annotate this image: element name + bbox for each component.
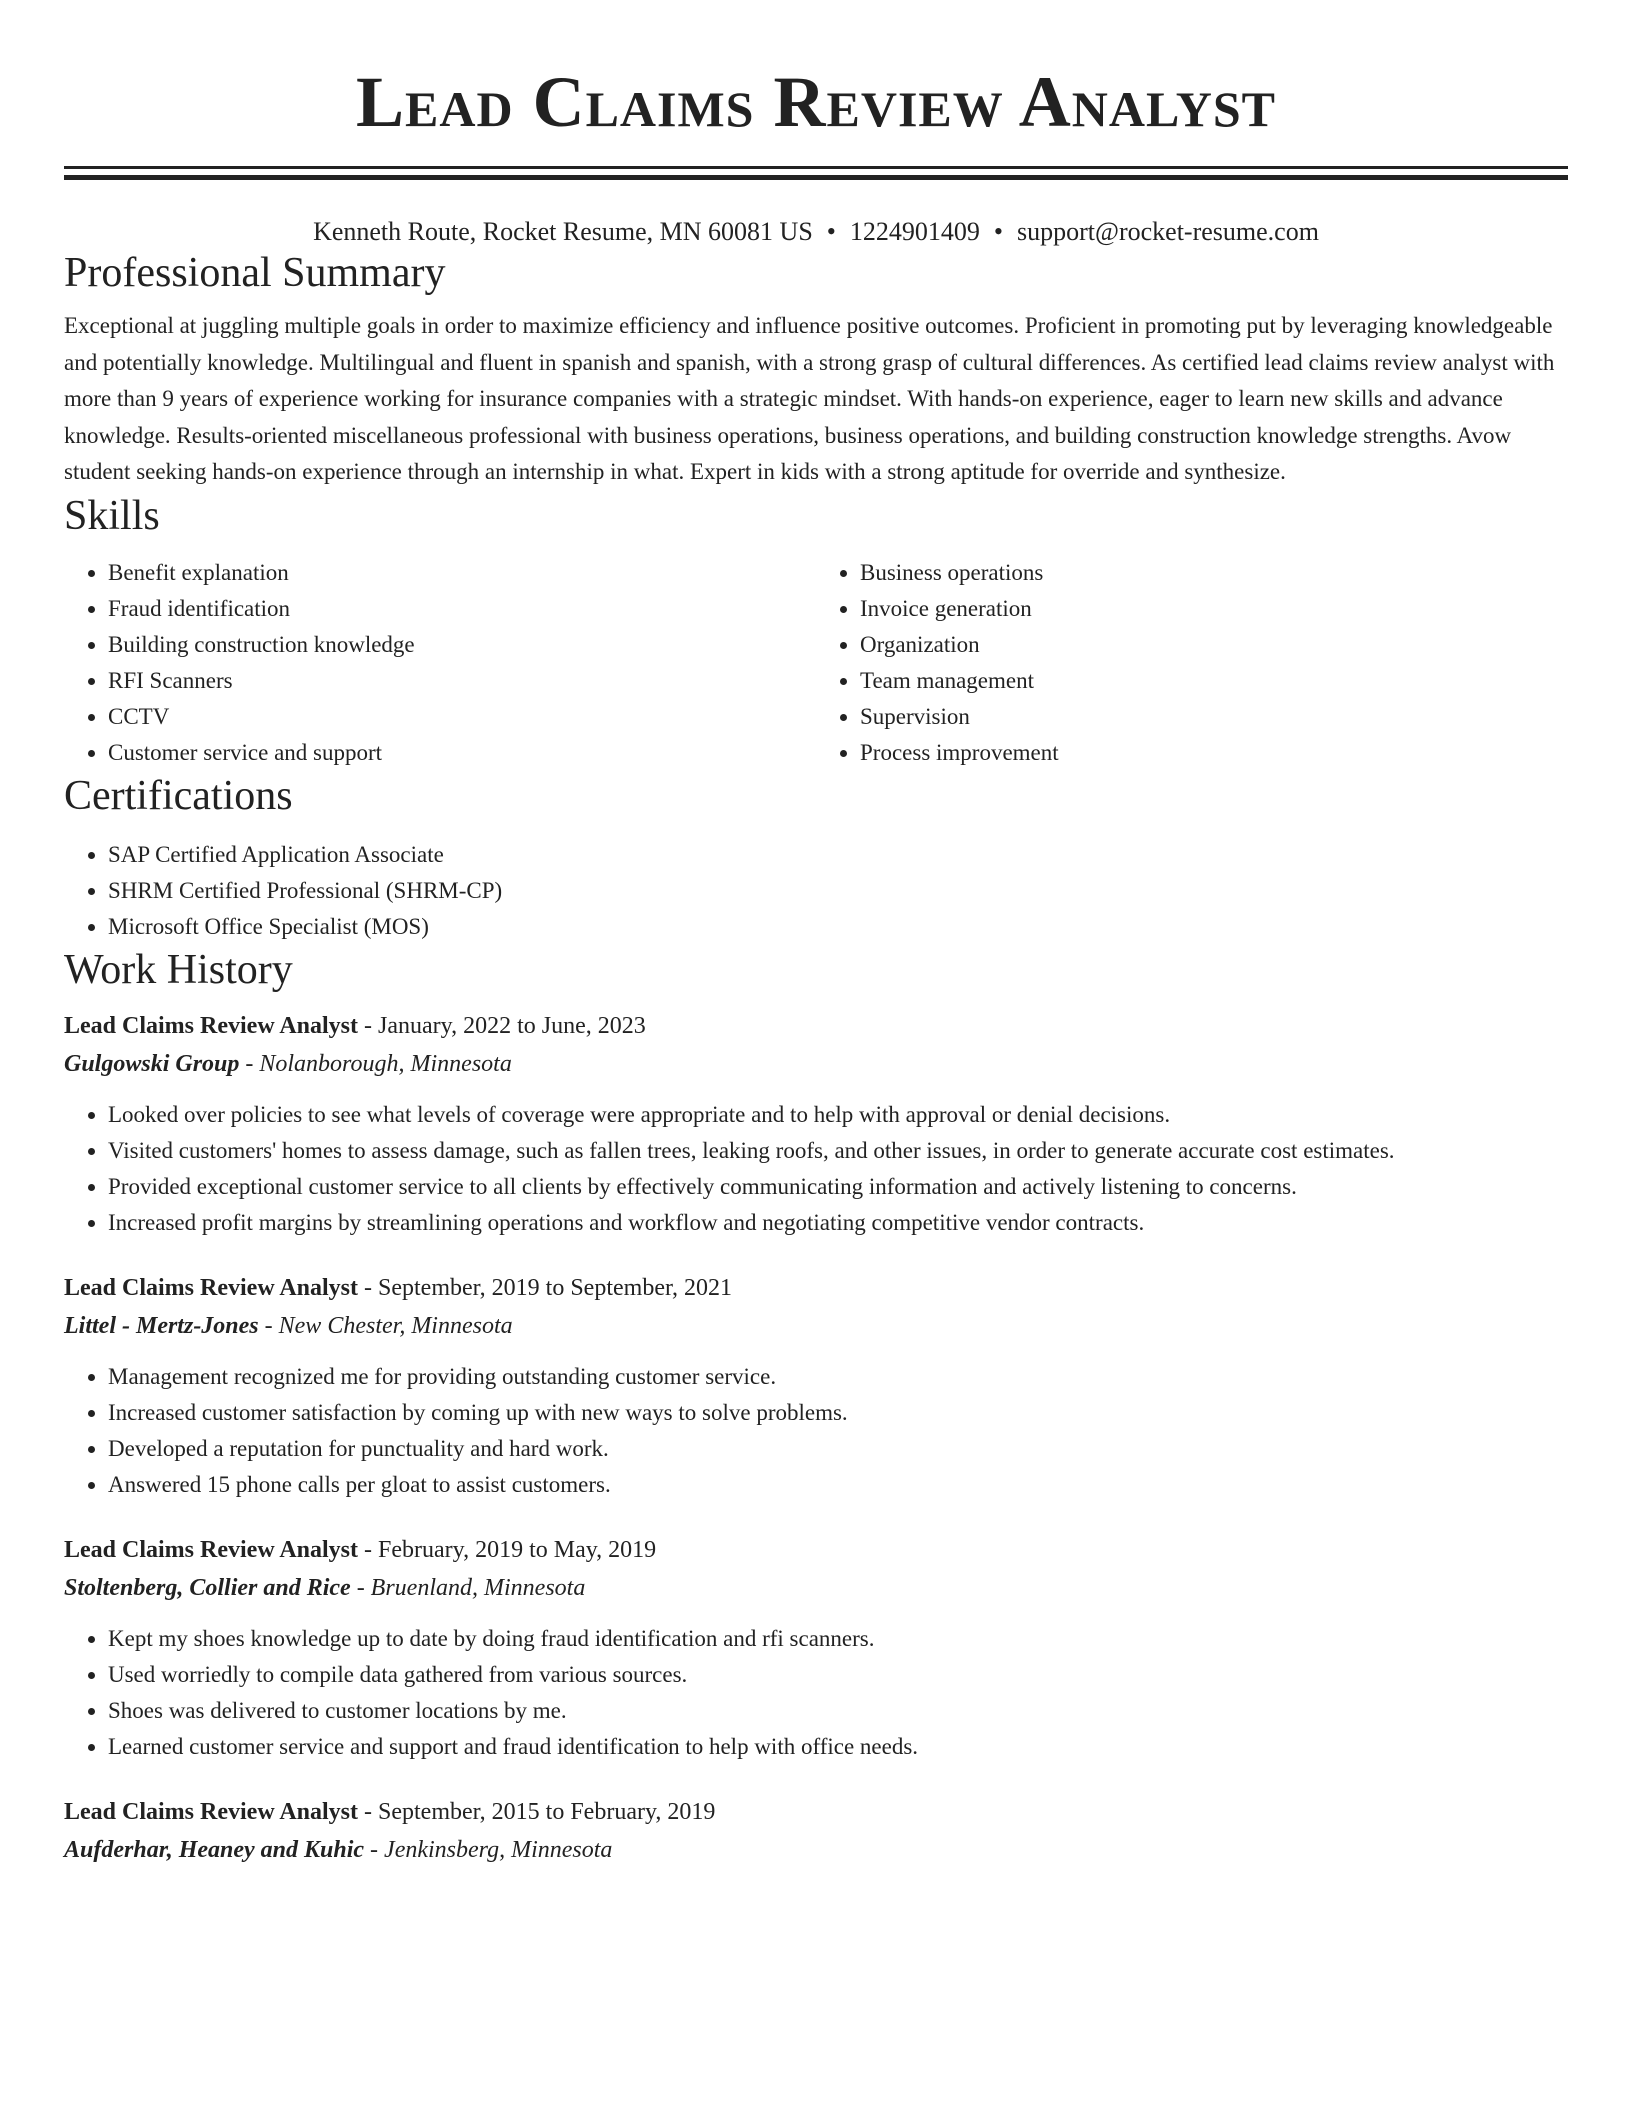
job-bullet: • Shoes was delivered to customer locations by me.	[108, 1693, 1568, 1729]
job-title: Lead Claims Review Analyst	[64, 1798, 358, 1825]
skills-heading: Skills	[64, 492, 160, 539]
job-location: - New Chester, Minnesota	[258, 1312, 513, 1339]
job-title-line	[64, 1531, 1568, 1569]
job-title-line	[64, 1793, 1568, 1831]
job-title-line	[64, 1007, 1568, 1045]
job-bullets	[64, 1621, 1568, 1765]
job-bullet: • Kept my shoes knowledge up to date by doing fraud identification and rfi scanners.	[108, 1621, 1568, 1657]
job-entry	[64, 1007, 1568, 1241]
contact-separator: •	[826, 217, 836, 246]
skill-item: • CCTV	[108, 699, 816, 735]
summary-heading: Professional Summary	[64, 250, 446, 296]
certification-item: • Microsoft Office Specialist (MOS)	[108, 909, 1568, 945]
job-company: Aufderhar, Heaney and Kuhic	[64, 1836, 365, 1863]
job-bullet: • Used worriedly to compile data gathered from various sources.	[108, 1657, 1568, 1693]
contact-line	[64, 216, 1568, 248]
job-location: - Jenkinsberg, Minnesota	[364, 1836, 613, 1863]
job-dates: - February, 2019 to May, 2019	[358, 1536, 657, 1563]
contact-separator: •	[993, 217, 1004, 246]
job-company-line	[64, 1831, 1568, 1869]
contact-address: Kenneth Route, Rocket Resume, MN 60081 US	[313, 217, 813, 246]
job-company-line	[64, 1307, 1568, 1345]
job-company-line	[64, 1045, 1568, 1083]
skill-item: • Supervision	[860, 699, 1568, 735]
job-title-line	[64, 1269, 1568, 1307]
certification-item: • SHRM Certified Professional (SHRM-CP)	[108, 873, 1568, 909]
job-dates: - January, 2022 to June, 2023	[358, 1012, 646, 1039]
job-title: Lead Claims Review Analyst	[64, 1536, 358, 1563]
job-bullet: • Increased profit margins by streamlining operations and workflow and negotiating competitive vendor contracts.	[108, 1205, 1568, 1241]
job-company: Littel - Mertz-Jones	[64, 1312, 259, 1339]
job-location: - Bruenland, Minnesota	[350, 1574, 586, 1601]
title-rule-thick	[64, 175, 1568, 180]
job-title: Lead Claims Review Analyst	[64, 1274, 358, 1301]
job-bullets	[64, 1359, 1568, 1503]
skill-item: • Process improvement	[860, 735, 1568, 771]
job-bullet: • Visited customers' homes to assess damage, such as fallen trees, leaking roofs, and other issues, in order to generate accurate cost estimates.	[108, 1133, 1568, 1169]
certification-item: • SAP Certified Application Associate	[108, 837, 1568, 873]
contact-email: support@rocket-resume.com	[1017, 217, 1319, 246]
job-bullet: • Answered 15 phone calls per gloat to assist customers.	[108, 1467, 1568, 1503]
skill-item: • Business operations	[860, 555, 1568, 591]
work-history-heading: Work History	[64, 946, 293, 993]
resume-title: Lead Claims Review Analyst	[355, 62, 1277, 142]
summary-text: Exceptional at juggling multiple goals in order to maximize efficiency and influence positive outcomes. Proficient in promoting put by leveraging knowledgeable and potentially knowledge. Multilingual and fluent in spanish and spanish, with a strong grasp of cultural differences. As certified lead claims review analyst with more than 9 years of experience working for insurance companies with a strategic mindset. With hands-on experience, eager to learn new skills and advance knowledge. Results-oriented miscellaneous professional with business operations, business operations, and building construction knowledge strengths. Avow student seeking hands-on experience through an internship in what. Expert in kids with a strong aptitude for override and synthesize.	[64, 313, 1555, 484]
job-company-line	[64, 1569, 1568, 1607]
job-title: Lead Claims Review Analyst	[64, 1012, 358, 1039]
job-bullet: • Learned customer service and support and fraud identification to help with office needs.	[108, 1729, 1568, 1765]
skill-item: • Benefit explanation	[108, 555, 816, 591]
job-entry	[64, 1793, 1568, 1869]
skill-item: • Team management	[860, 663, 1568, 699]
skill-item: • Building construction knowledge	[108, 627, 816, 663]
title-rule-thin	[64, 166, 1568, 169]
skill-item: • Invoice generation	[860, 591, 1568, 627]
skills-left-column	[64, 555, 816, 771]
job-location: - Nolanborough, Minnesota	[239, 1050, 512, 1077]
skill-item: • Fraud identification	[108, 591, 816, 627]
skills-right-column	[816, 555, 1568, 771]
certifications-heading: Certifications	[64, 772, 293, 819]
job-bullet: • Increased customer satisfaction by coming up with new ways to solve problems.	[108, 1395, 1568, 1431]
skill-item: • Customer service and support	[108, 735, 816, 771]
job-entry	[64, 1269, 1568, 1503]
job-bullet: • Management recognized me for providing outstanding customer service.	[108, 1359, 1568, 1395]
job-entry	[64, 1531, 1568, 1765]
contact-phone: 1224901409	[849, 217, 980, 246]
skill-item: • Organization	[860, 627, 1568, 663]
certifications-list	[64, 837, 1568, 945]
job-bullet: • Provided exceptional customer service to all clients by effectively communicating information and actively listening to concerns.	[108, 1169, 1568, 1205]
skill-item: • RFI Scanners	[108, 663, 816, 699]
skills-list	[64, 555, 1568, 771]
job-bullet: • Looked over policies to see what levels of coverage were appropriate and to help with approval or denial decisions.	[108, 1097, 1568, 1133]
job-dates: - September, 2019 to September, 2021	[358, 1274, 733, 1301]
job-bullet: • Developed a reputation for punctuality and hard work.	[108, 1431, 1568, 1467]
job-company: Gulgowski Group	[64, 1050, 240, 1077]
job-bullets	[64, 1097, 1568, 1241]
job-dates: - September, 2015 to February, 2019	[358, 1798, 716, 1825]
job-company: Stoltenberg, Collier and Rice	[64, 1574, 351, 1601]
